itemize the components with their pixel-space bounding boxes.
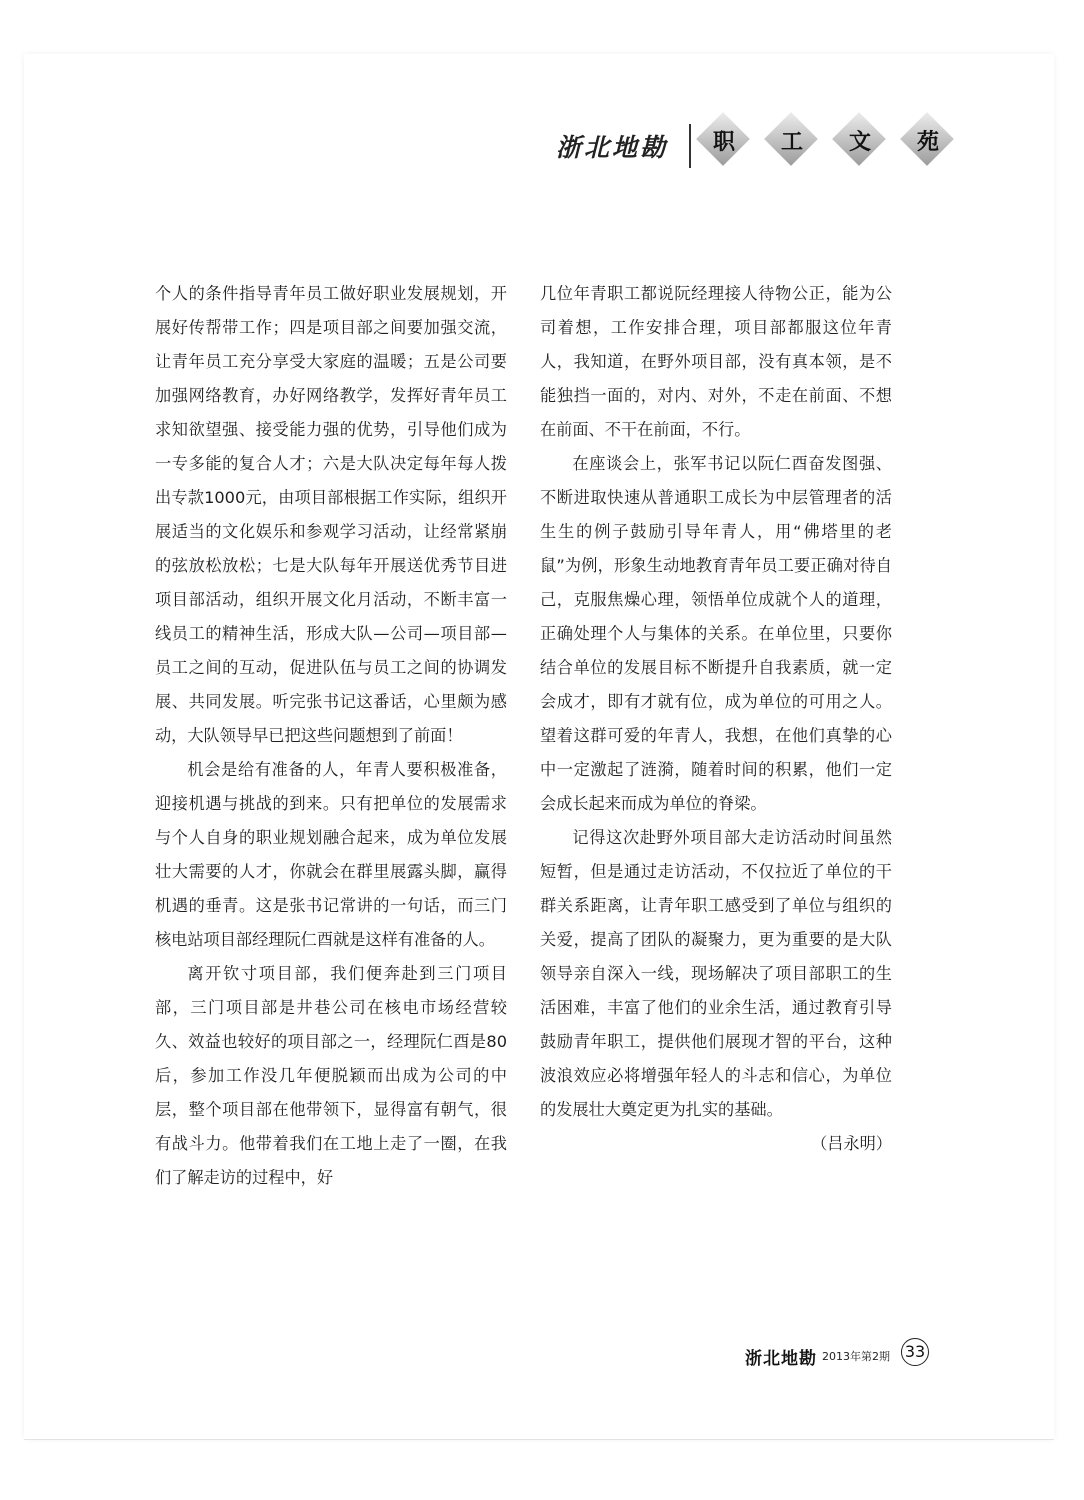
page-number: 33 bbox=[901, 1338, 929, 1366]
page-footer bbox=[745, 1338, 995, 1372]
paragraph: 机会是给有准备的人，年青人要积极准备，迎接机遇与挑战的到来。只有把单位的发展需求与个人自身的职业规划融合起来，成为单位发展壮大需要的人才，你就会在群里展露头脚，赢得机遇的垂青。这是张书记常讲的一句话，而三门核电站项目部经理阮仁酉就是这样有准备的人。 bbox=[155, 760, 507, 949]
header-divider bbox=[689, 124, 691, 168]
article-author: （吕永明） bbox=[811, 1134, 892, 1153]
paragraph: 在座谈会上，张军书记以阮仁酉奋发图强、不断进取快速从普通职工成长为中层管理者的活生生的例子鼓励引导年青人，用“佛塔里的老鼠”为例，形象生动地教育青年员工要正确对待自己，克服焦燥心理，领悟单位成就个人的道理，正确处理个人与集体的关系。在单位里，只要你结合单位的发展目标不断提升自我素质，就一定会成才，即有才就有位，成为单位的可用之人。望着这群可爱的年青人，我想，在他们真挚的心中一定激起了涟漪，随着时间的积累，他们一定会成长起来而成为单位的脊梁。 bbox=[540, 454, 892, 813]
section-char-1: 职 bbox=[704, 120, 744, 160]
paragraph: 离开钦寸项目部，我们便奔赴到三门项目部，三门项目部是井巷公司在核电市场经营较久、效益也较好的项目部之一，经理阮仁酉是80后，参加工作没几年便脱颖而出成为公司的中层，整个项目部在他带领下，显得富有朝气，很有战斗力。他带着我们在工地上走了一圈，在我们了解走访的过程中，好 bbox=[155, 964, 507, 1187]
section-char-3: 文 bbox=[840, 120, 880, 160]
paragraph: 记得这次赴野外项目部大走访活动时间虽然短暂，但是通过走访活动，不仅拉近了单位的干群关系距离，让青年职工感受到了单位与组织的关爱，提高了团队的凝聚力，更为重要的是大队领导亲自深入一线，现场解决了项目部职工的生活困难，丰富了他们的业余生活，通过教育引导鼓励青年职工，提供他们展现才智的平台，这种波浪效应必将增强年轻人的斗志和信心，为单位的发展壮大奠定更为扎实的基础。 bbox=[540, 828, 892, 1119]
page-header bbox=[556, 118, 976, 178]
section-char-4: 苑 bbox=[908, 120, 948, 160]
footer-magazine-name: 浙北地勘 bbox=[745, 1349, 817, 1369]
paragraph: 个人的条件指导青年员工做好职业发展规划，开展好传帮带工作；四是项目部之间要加强交流，让青年员工充分享受大家庭的温暖；五是公司要加强网络教育，办好网络教学，发挥好青年员工求知欲望强、接受能力强的优势，引导他们成为一专多能的复合人才；六是大队决定每年每人拨出专款1000元，由项目部根据工作实际，组织开展适当的文化娱乐和参观学习活动，让经常紧崩的弦放松放松；七是大队每年开展送优秀节目进项目部活动，组织开展文化月活动，不断丰富一线员工的精神生活，形成大队—公司—项目部—员工之间的互动，促进队伍与员工之间的协调发展、共同发展。听完张书记这番话，心里颇为感动，大队领导早已把这些问题想到了前面！ bbox=[155, 284, 507, 745]
paragraph: 几位年青职工都说阮经理接人待物公正，能为公司着想，工作安排合理，项目部都服这位年青人，我知道，在野外项目部，没有真本领，是不能独挡一面的，对内、对外，不走在前面、不想在前面、不干在前面，不行。 bbox=[540, 284, 892, 439]
article-column-right bbox=[540, 277, 892, 1161]
header-brand: 浙北地勘 bbox=[556, 133, 669, 162]
article-column-left bbox=[155, 277, 507, 1195]
section-char-2: 工 bbox=[772, 120, 812, 160]
footer-issue: 2013年第2期 bbox=[822, 1350, 890, 1363]
